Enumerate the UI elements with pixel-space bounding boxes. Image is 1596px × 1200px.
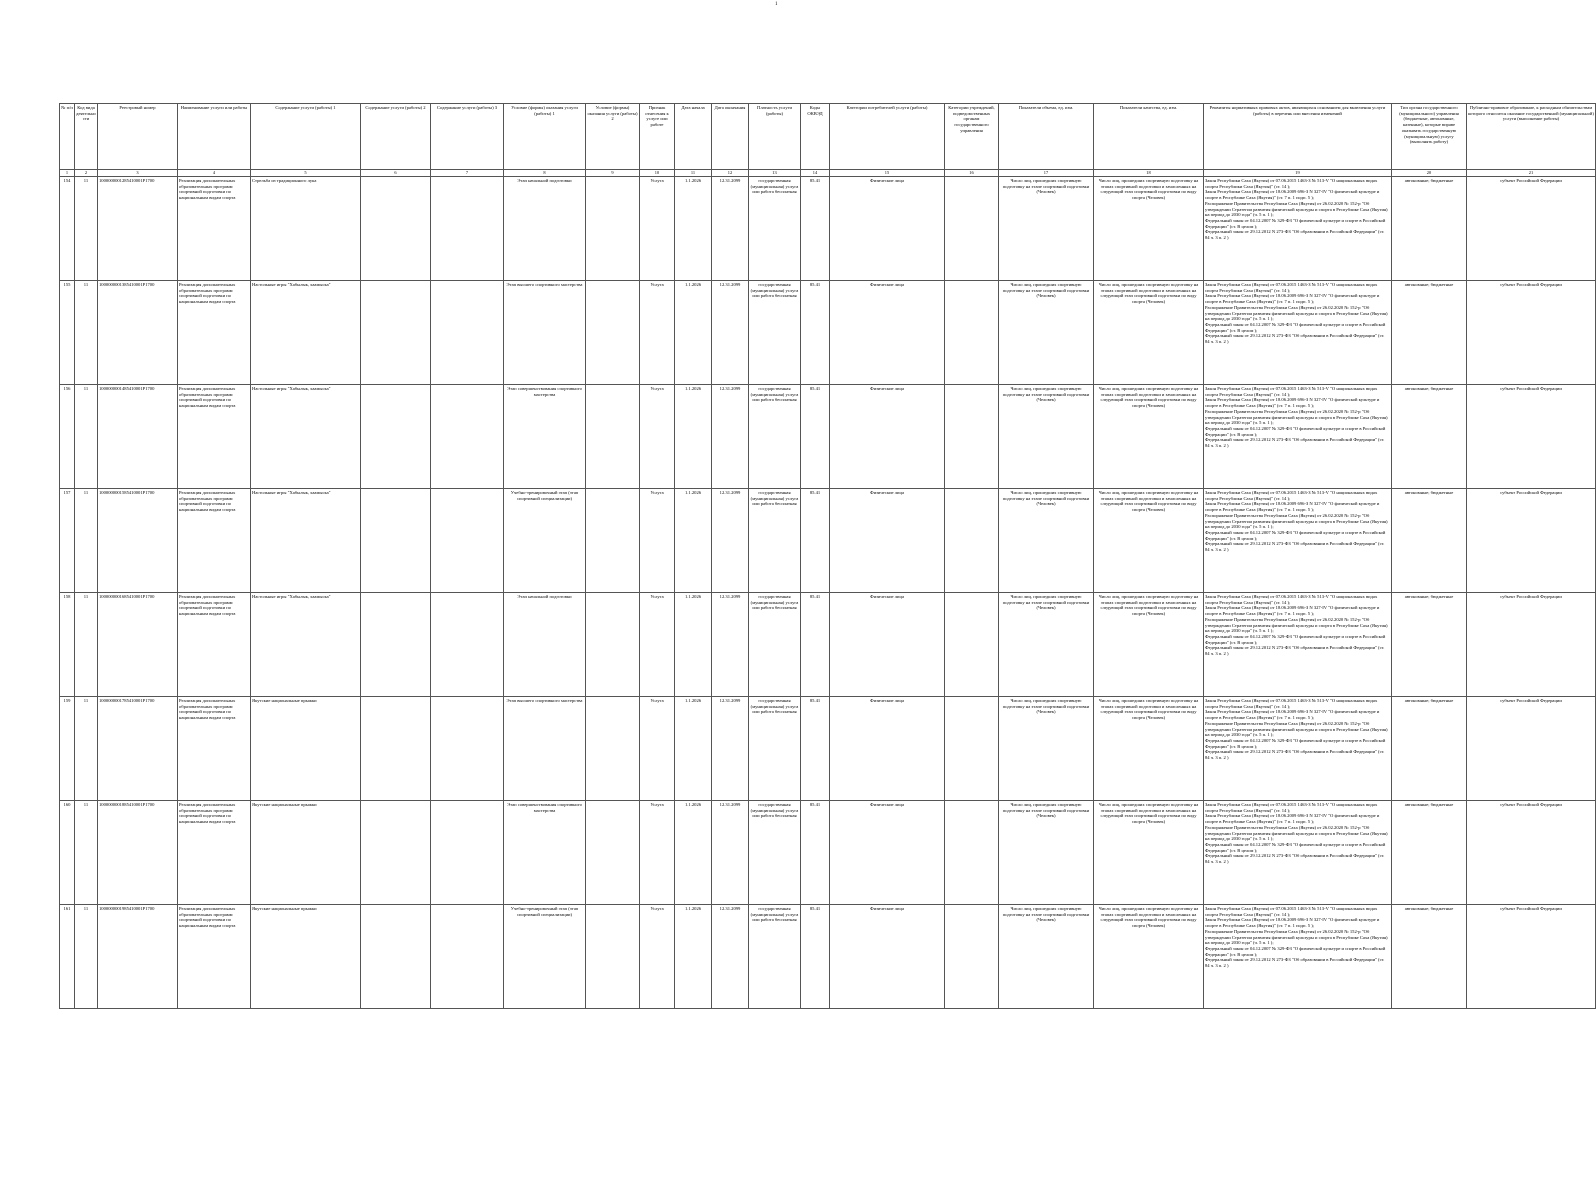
- cell-reg: 1000000001685410001P1700: [98, 593, 178, 697]
- cell-content3: [431, 177, 504, 281]
- column-number: 10: [640, 170, 675, 177]
- cell-pay: государственная (муниципальная) услуга или работа бесплатная: [749, 593, 801, 697]
- cell-okved: 85.41: [801, 697, 830, 801]
- column-header: Показатели объема, ед. изм.: [999, 104, 1094, 170]
- cell-start: 1.1.2026: [675, 177, 712, 281]
- cell-volume: Число лиц, прошедших спортивную подготовку на этапе спортивной подготовки (Человек): [999, 177, 1094, 281]
- cell-acts: Закон Республики Саха (Якутия) от 07.06.2015 1463-З № 513-V "О национальных видах спорта Республики Саха (Якутия)" (ст. 14 ); Закон Республики Саха (Якутия) от 18.06.2009 696-З N 327-IV "О физической культуре и спорте в Республике Саха (Якутия)" (ст. 7 п. 1 подп. 5 ); Распоряжение Правительства Республики Саха (Якутия) от 26.02.2020 № 152-р "Об утверждении Стратегии развития физической культуры и спорта в Республике Саха (Якутия) на период до 2030 года" (ч. 5 п. 1 ); Федеральный закон от 04.12.2007 № 329-ФЗ "О физической культуре и спорте в Российской Федерации" (ст. В целом ); Федеральный закон от 29.12.2012 N 273-ФЗ "Об образовании в Российской Федерации" (ст. 84 ч. 3 п. 2 ): [1204, 905, 1392, 1009]
- cell-content3: [431, 905, 504, 1009]
- cell-inst: [945, 905, 999, 1009]
- cell-type: автономные; бюджетные: [1392, 281, 1467, 385]
- cell-code: 11: [75, 697, 98, 801]
- cell-start: 1.1.2026: [675, 489, 712, 593]
- column-number: 8: [504, 170, 586, 177]
- cell-cond1: Этап высшего спортивного мастерства: [504, 697, 586, 801]
- cell-content2: [361, 385, 431, 489]
- column-header: Признак отнесения к услуге или работе: [640, 104, 675, 170]
- cell-cond1: Учебно-тренировочный этап (этап спортивной специализации): [504, 905, 586, 1009]
- cell-cond2: [586, 489, 640, 593]
- column-number: 7: [431, 170, 504, 177]
- column-number: 19: [1204, 170, 1392, 177]
- cell-content3: [431, 281, 504, 385]
- cell-content1: Настольные игры "Хабылык, хаамыска": [251, 593, 361, 697]
- cell-owner: субъект Российской Федерации: [1467, 801, 1596, 905]
- cell-kind: Услуга: [640, 489, 675, 593]
- cell-cond1: Этап совершенствования спортивного мастерства: [504, 801, 586, 905]
- cell-consumers: Физические лица: [830, 697, 945, 801]
- table-row: [60, 905, 1596, 1009]
- column-header: Категории потребителей услуги (работы): [830, 104, 945, 170]
- cell-code: 11: [75, 489, 98, 593]
- column-number: 12: [712, 170, 749, 177]
- column-header: Тип органа государственного (муниципального) управления (бюджетные, автономные, казенные), которые вправе оказывать государственную (муниципальную) услугу (выполнять работу): [1392, 104, 1467, 170]
- cell-name: Реализация дополнительных образовательных программ спортивной подготовки по национальным видам спорта: [178, 905, 251, 1009]
- table-row: [60, 489, 1596, 593]
- column-number: 1: [60, 170, 75, 177]
- cell-reg: 1000000001585410001P1700: [98, 489, 178, 593]
- cell-reg: 1000000001385410001P1700: [98, 281, 178, 385]
- cell-content2: [361, 593, 431, 697]
- cell-pay: государственная (муниципальная) услуга или работа бесплатная: [749, 489, 801, 593]
- cell-type: автономные; бюджетные: [1392, 385, 1467, 489]
- cell-n: 160: [60, 801, 75, 905]
- column-number-row: [60, 170, 1596, 177]
- cell-end: 12.31.2099: [712, 905, 749, 1009]
- cell-volume: Число лиц, прошедших спортивную подготовку на этапе спортивной подготовки (Человек): [999, 593, 1094, 697]
- cell-name: Реализация дополнительных образовательных программ спортивной подготовки по национальным видам спорта: [178, 385, 251, 489]
- cell-volume: Число лиц, прошедших спортивную подготовку на этапе спортивной подготовки (Человек): [999, 697, 1094, 801]
- column-header: № п/п: [60, 104, 75, 170]
- cell-type: автономные; бюджетные: [1392, 489, 1467, 593]
- cell-acts: Закон Республики Саха (Якутия) от 07.06.2015 1463-З № 513-V "О национальных видах спорта Республики Саха (Якутия)" (ст. 14 ); Закон Республики Саха (Якутия) от 18.06.2009 696-З N 327-IV "О физической культуре и спорте в Республике Саха (Якутия)" (ст. 7 п. 1 подп. 5 ); Распоряжение Правительства Республики Саха (Якутия) от 26.02.2020 № 152-р "Об утверждении Стратегии развития физической культуры и спорта в Республике Саха (Якутия) на период до 2030 года" (ч. 5 п. 1 ); Федеральный закон от 04.12.2007 № 329-ФЗ "О физической культуре и спорте в Российской Федерации" (ст. В целом ); Федеральный закон от 29.12.2012 N 273-ФЗ "Об образовании в Российской Федерации" (ст. 84 ч. 3 п. 2 ): [1204, 593, 1392, 697]
- cell-acts: Закон Республики Саха (Якутия) от 07.06.2015 1463-З № 513-V "О национальных видах спорта Республики Саха (Якутия)" (ст. 14 ); Закон Республики Саха (Якутия) от 18.06.2009 696-З N 327-IV "О физической культуре и спорте в Республике Саха (Якутия)" (ст. 7 п. 1 подп. 5 ); Распоряжение Правительства Республики Саха (Якутия) от 26.02.2020 № 152-р "Об утверждении Стратегии развития физической культуры и спорта в Республике Саха (Якутия) на период до 2030 года" (ч. 5 п. 1 ); Федеральный закон от 04.12.2007 № 329-ФЗ "О физической культуре и спорте в Российской Федерации" (ст. В целом ); Федеральный закон от 29.12.2012 N 273-ФЗ "Об образовании в Российской Федерации" (ст. 84 ч. 3 п. 2 ): [1204, 489, 1392, 593]
- cell-reg: 1000000001785410001P1700: [98, 697, 178, 801]
- cell-content1: Якутские национальные прыжки: [251, 697, 361, 801]
- cell-name: Реализация дополнительных образовательных программ спортивной подготовки по национальным видам спорта: [178, 177, 251, 281]
- column-header: Дата начала: [675, 104, 712, 170]
- cell-okved: 85.41: [801, 385, 830, 489]
- column-number: 20: [1392, 170, 1467, 177]
- cell-kind: Услуга: [640, 177, 675, 281]
- column-number: 16: [945, 170, 999, 177]
- cell-content3: [431, 697, 504, 801]
- cell-content2: [361, 489, 431, 593]
- cell-content2: [361, 801, 431, 905]
- cell-quality: Число лиц, прошедших спортивную подготовку на этапах спортивной подготовки и зачисленных на следующий этап спортивной подготовки по виду спорта (Человек): [1094, 385, 1204, 489]
- cell-cond2: [586, 281, 640, 385]
- cell-acts: Закон Республики Саха (Якутия) от 07.06.2015 1463-З № 513-V "О национальных видах спорта Республики Саха (Якутия)" (ст. 14 ); Закон Республики Саха (Якутия) от 18.06.2009 696-З N 327-IV "О физической культуре и спорте в Республике Саха (Якутия)" (ст. 7 п. 1 подп. 5 ); Распоряжение Правительства Республики Саха (Якутия) от 26.02.2020 № 152-р "Об утверждении Стратегии развития физической культуры и спорта в Республике Саха (Якутия) на период до 2030 года" (ч. 5 п. 1 ); Федеральный закон от 04.12.2007 № 329-ФЗ "О физической культуре и спорте в Российской Федерации" (ст. В целом ); Федеральный закон от 29.12.2012 N 273-ФЗ "Об образовании в Российской Федерации" (ст. 84 ч. 3 п. 2 ): [1204, 177, 1392, 281]
- column-header: Реестровый номер: [98, 104, 178, 170]
- cell-content3: [431, 593, 504, 697]
- cell-pay: государственная (муниципальная) услуга или работа бесплатная: [749, 281, 801, 385]
- cell-okved: 85.41: [801, 593, 830, 697]
- cell-kind: Услуга: [640, 801, 675, 905]
- cell-acts: Закон Республики Саха (Якутия) от 07.06.2015 1463-З № 513-V "О национальных видах спорта Республики Саха (Якутия)" (ст. 14 ); Закон Республики Саха (Якутия) от 18.06.2009 696-З N 327-IV "О физической культуре и спорте в Республике Саха (Якутия)" (ст. 7 п. 1 подп. 5 ); Распоряжение Правительства Республики Саха (Якутия) от 26.02.2020 № 152-р "Об утверждении Стратегии развития физической культуры и спорта в Республике Саха (Якутия) на период до 2030 года" (ч. 5 п. 1 ); Федеральный закон от 04.12.2007 № 329-ФЗ "О физической культуре и спорте в Российской Федерации" (ст. В целом ); Федеральный закон от 29.12.2012 N 273-ФЗ "Об образовании в Российской Федерации" (ст. 84 ч. 3 п. 2 ): [1204, 281, 1392, 385]
- cell-end: 12.31.2099: [712, 177, 749, 281]
- cell-consumers: Физические лица: [830, 281, 945, 385]
- column-header: Условие (формы) оказания услуги (работы) 1: [504, 104, 586, 170]
- cell-end: 12.31.2099: [712, 489, 749, 593]
- column-header: Дата окончания: [712, 104, 749, 170]
- cell-n: 154: [60, 177, 75, 281]
- cell-cond2: [586, 593, 640, 697]
- column-number: 6: [361, 170, 431, 177]
- cell-cond2: [586, 905, 640, 1009]
- cell-content3: [431, 801, 504, 905]
- column-header: Публично-правовое образование, к расходным обязательствам которого относится оказание государственной (муниципальной) услуги (выполнение работы): [1467, 104, 1596, 170]
- cell-end: 12.31.2099: [712, 697, 749, 801]
- cell-n: 156: [60, 385, 75, 489]
- cell-quality: Число лиц, прошедших спортивную подготовку на этапах спортивной подготовки и зачисленных на следующий этап спортивной подготовки по виду спорта (Человек): [1094, 593, 1204, 697]
- cell-kind: Услуга: [640, 385, 675, 489]
- column-number: 17: [999, 170, 1094, 177]
- cell-code: 11: [75, 801, 98, 905]
- cell-content3: [431, 385, 504, 489]
- cell-n: 157: [60, 489, 75, 593]
- cell-start: 1.1.2026: [675, 385, 712, 489]
- column-header: Условие (формы) оказания услуги (работы) 2: [586, 104, 640, 170]
- cell-owner: субъект Российской Федерации: [1467, 905, 1596, 1009]
- cell-acts: Закон Республики Саха (Якутия) от 07.06.2015 1463-З № 513-V "О национальных видах спорта Республики Саха (Якутия)" (ст. 14 ); Закон Республики Саха (Якутия) от 18.06.2009 696-З N 327-IV "О физической культуре и спорте в Республике Саха (Якутия)" (ст. 7 п. 1 подп. 5 ); Распоряжение Правительства Республики Саха (Якутия) от 26.02.2020 № 152-р "Об утверждении Стратегии развития физической культуры и спорта в Республике Саха (Якутия) на период до 2030 года" (ч. 5 п. 1 ); Федеральный закон от 04.12.2007 № 329-ФЗ "О физической культуре и спорте в Российской Федерации" (ст. В целом ); Федеральный закон от 29.12.2012 N 273-ФЗ "Об образовании в Российской Федерации" (ст. 84 ч. 3 п. 2 ): [1204, 801, 1392, 905]
- cell-start: 1.1.2026: [675, 697, 712, 801]
- cell-owner: субъект Российской Федерации: [1467, 593, 1596, 697]
- column-header: Коды ОКВЭД: [801, 104, 830, 170]
- cell-cond2: [586, 801, 640, 905]
- cell-inst: [945, 801, 999, 905]
- cell-type: автономные; бюджетные: [1392, 177, 1467, 281]
- header-row: [60, 104, 1596, 170]
- table-row: [60, 281, 1596, 385]
- table-row: [60, 385, 1596, 489]
- table-row: [60, 177, 1596, 281]
- column-number: 5: [251, 170, 361, 177]
- column-number: 18: [1094, 170, 1204, 177]
- cell-pay: государственная (муниципальная) услуга или работа бесплатная: [749, 905, 801, 1009]
- cell-quality: Число лиц, прошедших спортивную подготовку на этапах спортивной подготовки и зачисленных на следующий этап спортивной подготовки по виду спорта (Человек): [1094, 177, 1204, 281]
- cell-type: автономные; бюджетные: [1392, 801, 1467, 905]
- cell-end: 12.31.2099: [712, 593, 749, 697]
- cell-cond1: Этап начальной подготовки: [504, 593, 586, 697]
- cell-end: 12.31.2099: [712, 281, 749, 385]
- cell-content1: Стрельба из традиционного лука: [251, 177, 361, 281]
- cell-kind: Услуга: [640, 905, 675, 1009]
- cell-quality: Число лиц, прошедших спортивную подготовку на этапах спортивной подготовки и зачисленных на следующий этап спортивной подготовки по виду спорта (Человек): [1094, 489, 1204, 593]
- cell-inst: [945, 177, 999, 281]
- cell-code: 11: [75, 281, 98, 385]
- cell-inst: [945, 593, 999, 697]
- cell-code: 11: [75, 177, 98, 281]
- cell-cond2: [586, 697, 640, 801]
- cell-quality: Число лиц, прошедших спортивную подготовку на этапах спортивной подготовки и зачисленных на следующий этап спортивной подготовки по виду спорта (Человек): [1094, 281, 1204, 385]
- column-header: Реквизиты нормативных правовых актов, являющихся основанием для включения услуги (работы) в перечень или внесения изменений: [1204, 104, 1392, 170]
- cell-owner: субъект Российской Федерации: [1467, 385, 1596, 489]
- cell-cond1: Учебно-тренировочный этап (этап спортивной специализации): [504, 489, 586, 593]
- cell-cond2: [586, 177, 640, 281]
- cell-pay: государственная (муниципальная) услуга или работа бесплатная: [749, 177, 801, 281]
- cell-name: Реализация дополнительных образовательных программ спортивной подготовки по национальным видам спорта: [178, 489, 251, 593]
- cell-name: Реализация дополнительных образовательных программ спортивной подготовки по национальным видам спорта: [178, 697, 251, 801]
- cell-quality: Число лиц, прошедших спортивную подготовку на этапах спортивной подготовки и зачисленных на следующий этап спортивной подготовки по виду спорта (Человек): [1094, 801, 1204, 905]
- cell-reg: 1000000001285410001P1700: [98, 177, 178, 281]
- cell-content2: [361, 281, 431, 385]
- cell-okved: 85.41: [801, 177, 830, 281]
- cell-content1: Настольные игры "Хабылык, хаамыска": [251, 385, 361, 489]
- cell-content3: [431, 489, 504, 593]
- cell-content1: Якутские национальные прыжки: [251, 905, 361, 1009]
- cell-acts: Закон Республики Саха (Якутия) от 07.06.2015 1463-З № 513-V "О национальных видах спорта Республики Саха (Якутия)" (ст. 14 ); Закон Республики Саха (Якутия) от 18.06.2009 696-З N 327-IV "О физической культуре и спорте в Республике Саха (Якутия)" (ст. 7 п. 1 подп. 5 ); Распоряжение Правительства Республики Саха (Якутия) от 26.02.2020 № 152-р "Об утверждении Стратегии развития физической культуры и спорта в Республике Саха (Якутия) на период до 2030 года" (ч. 5 п. 1 ); Федеральный закон от 04.12.2007 № 329-ФЗ "О физической культуре и спорте в Российской Федерации" (ст. В целом ); Федеральный закон от 29.12.2012 N 273-ФЗ "Об образовании в Российской Федерации" (ст. 84 ч. 3 п. 2 ): [1204, 697, 1392, 801]
- column-header: Платность услуги (работы): [749, 104, 801, 170]
- cell-okved: 85.41: [801, 905, 830, 1009]
- cell-n: 161: [60, 905, 75, 1009]
- cell-quality: Число лиц, прошедших спортивную подготовку на этапах спортивной подготовки и зачисленных на следующий этап спортивной подготовки по виду спорта (Человек): [1094, 905, 1204, 1009]
- cell-owner: субъект Российской Федерации: [1467, 697, 1596, 801]
- column-header: Содержание услуги (работы) 1: [251, 104, 361, 170]
- cell-reg: 1000000001885410001P1700: [98, 801, 178, 905]
- column-header: Содержание услуги (работы) 2: [361, 104, 431, 170]
- cell-name: Реализация дополнительных образовательных программ спортивной подготовки по национальным видам спорта: [178, 281, 251, 385]
- cell-acts: Закон Республики Саха (Якутия) от 07.06.2015 1463-З № 513-V "О национальных видах спорта Республики Саха (Якутия)" (ст. 14 ); Закон Республики Саха (Якутия) от 18.06.2009 696-З N 327-IV "О физической культуре и спорте в Республике Саха (Якутия)" (ст. 7 п. 1 подп. 5 ); Распоряжение Правительства Республики Саха (Якутия) от 26.02.2020 № 152-р "Об утверждении Стратегии развития физической культуры и спорта в Республике Саха (Якутия) на период до 2030 года" (ч. 5 п. 1 ); Федеральный закон от 04.12.2007 № 329-ФЗ "О физической культуре и спорте в Российской Федерации" (ст. В целом ); Федеральный закон от 29.12.2012 N 273-ФЗ "Об образовании в Российской Федерации" (ст. 84 ч. 3 п. 2 ): [1204, 385, 1392, 489]
- cell-n: 155: [60, 281, 75, 385]
- page-mark: 1: [775, 2, 778, 7]
- column-header: Показатели качества, ед. изм.: [1094, 104, 1204, 170]
- cell-end: 12.31.2099: [712, 385, 749, 489]
- table-row: [60, 593, 1596, 697]
- table-body: [60, 177, 1596, 1009]
- cell-okved: 85.41: [801, 489, 830, 593]
- column-header: Содержание услуги (работы) 3: [431, 104, 504, 170]
- cell-kind: Услуга: [640, 697, 675, 801]
- cell-inst: [945, 697, 999, 801]
- column-number: 11: [675, 170, 712, 177]
- column-header: Код вида деятельности: [75, 104, 98, 170]
- column-number: 21: [1467, 170, 1596, 177]
- column-number: 2: [75, 170, 98, 177]
- cell-content1: Якутские национальные прыжки: [251, 801, 361, 905]
- cell-n: 158: [60, 593, 75, 697]
- cell-kind: Услуга: [640, 281, 675, 385]
- cell-consumers: Физические лица: [830, 489, 945, 593]
- cell-content1: Настольные игры "Хабылык, хаамыска": [251, 489, 361, 593]
- cell-start: 1.1.2026: [675, 801, 712, 905]
- cell-pay: государственная (муниципальная) услуга или работа бесплатная: [749, 801, 801, 905]
- cell-reg: 1000000001985410001P1700: [98, 905, 178, 1009]
- cell-consumers: Физические лица: [830, 801, 945, 905]
- cell-type: автономные; бюджетные: [1392, 593, 1467, 697]
- cell-inst: [945, 281, 999, 385]
- cell-consumers: Физические лица: [830, 385, 945, 489]
- cell-start: 1.1.2026: [675, 593, 712, 697]
- cell-owner: субъект Российской Федерации: [1467, 177, 1596, 281]
- cell-inst: [945, 489, 999, 593]
- cell-owner: субъект Российской Федерации: [1467, 281, 1596, 385]
- cell-kind: Услуга: [640, 593, 675, 697]
- cell-type: автономные; бюджетные: [1392, 697, 1467, 801]
- column-number: 3: [98, 170, 178, 177]
- column-number: 13: [749, 170, 801, 177]
- cell-code: 11: [75, 593, 98, 697]
- services-registry-table: [59, 103, 1596, 1009]
- cell-cond1: Этап начальной подготовки: [504, 177, 586, 281]
- cell-pay: государственная (муниципальная) услуга или работа бесплатная: [749, 385, 801, 489]
- cell-volume: Число лиц, прошедших спортивную подготовку на этапе спортивной подготовки (Человек): [999, 905, 1094, 1009]
- cell-code: 11: [75, 905, 98, 1009]
- column-number: 15: [830, 170, 945, 177]
- cell-content1: Настольные игры "Хабылык, хаамыска": [251, 281, 361, 385]
- cell-inst: [945, 385, 999, 489]
- cell-volume: Число лиц, прошедших спортивную подготовку на этапе спортивной подготовки (Человек): [999, 801, 1094, 905]
- cell-end: 12.31.2099: [712, 801, 749, 905]
- cell-okved: 85.41: [801, 281, 830, 385]
- cell-content2: [361, 905, 431, 1009]
- table-row: [60, 697, 1596, 801]
- cell-okved: 85.41: [801, 801, 830, 905]
- cell-start: 1.1.2026: [675, 281, 712, 385]
- cell-n: 159: [60, 697, 75, 801]
- cell-name: Реализация дополнительных образовательных программ спортивной подготовки по национальным видам спорта: [178, 593, 251, 697]
- cell-reg: 1000000001485410001P1700: [98, 385, 178, 489]
- table-row: [60, 801, 1596, 905]
- cell-pay: государственная (муниципальная) услуга или работа бесплатная: [749, 697, 801, 801]
- cell-volume: Число лиц, прошедших спортивную подготовку на этапе спортивной подготовки (Человек): [999, 489, 1094, 593]
- cell-content2: [361, 697, 431, 801]
- cell-consumers: Физические лица: [830, 177, 945, 281]
- cell-cond1: Этап совершенствования спортивного мастерства: [504, 385, 586, 489]
- column-number: 4: [178, 170, 251, 177]
- cell-consumers: Физические лица: [830, 593, 945, 697]
- cell-consumers: Физические лица: [830, 905, 945, 1009]
- column-header: Наименование услуги или работы: [178, 104, 251, 170]
- cell-quality: Число лиц, прошедших спортивную подготовку на этапах спортивной подготовки и зачисленных на следующий этап спортивной подготовки по виду спорта (Человек): [1094, 697, 1204, 801]
- cell-code: 11: [75, 385, 98, 489]
- cell-volume: Число лиц, прошедших спортивную подготовку на этапе спортивной подготовки (Человек): [999, 385, 1094, 489]
- cell-start: 1.1.2026: [675, 905, 712, 1009]
- cell-owner: субъект Российской Федерации: [1467, 489, 1596, 593]
- cell-cond1: Этап высшего спортивного мастерства: [504, 281, 586, 385]
- column-header: Категории учреждений, подведомственных органам государственного управления: [945, 104, 999, 170]
- cell-volume: Число лиц, прошедших спортивную подготовку на этапе спортивной подготовки (Человек): [999, 281, 1094, 385]
- cell-type: автономные; бюджетные: [1392, 905, 1467, 1009]
- column-number: 9: [586, 170, 640, 177]
- column-number: 14: [801, 170, 830, 177]
- cell-content2: [361, 177, 431, 281]
- cell-cond2: [586, 385, 640, 489]
- cell-name: Реализация дополнительных образовательных программ спортивной подготовки по национальным видам спорта: [178, 801, 251, 905]
